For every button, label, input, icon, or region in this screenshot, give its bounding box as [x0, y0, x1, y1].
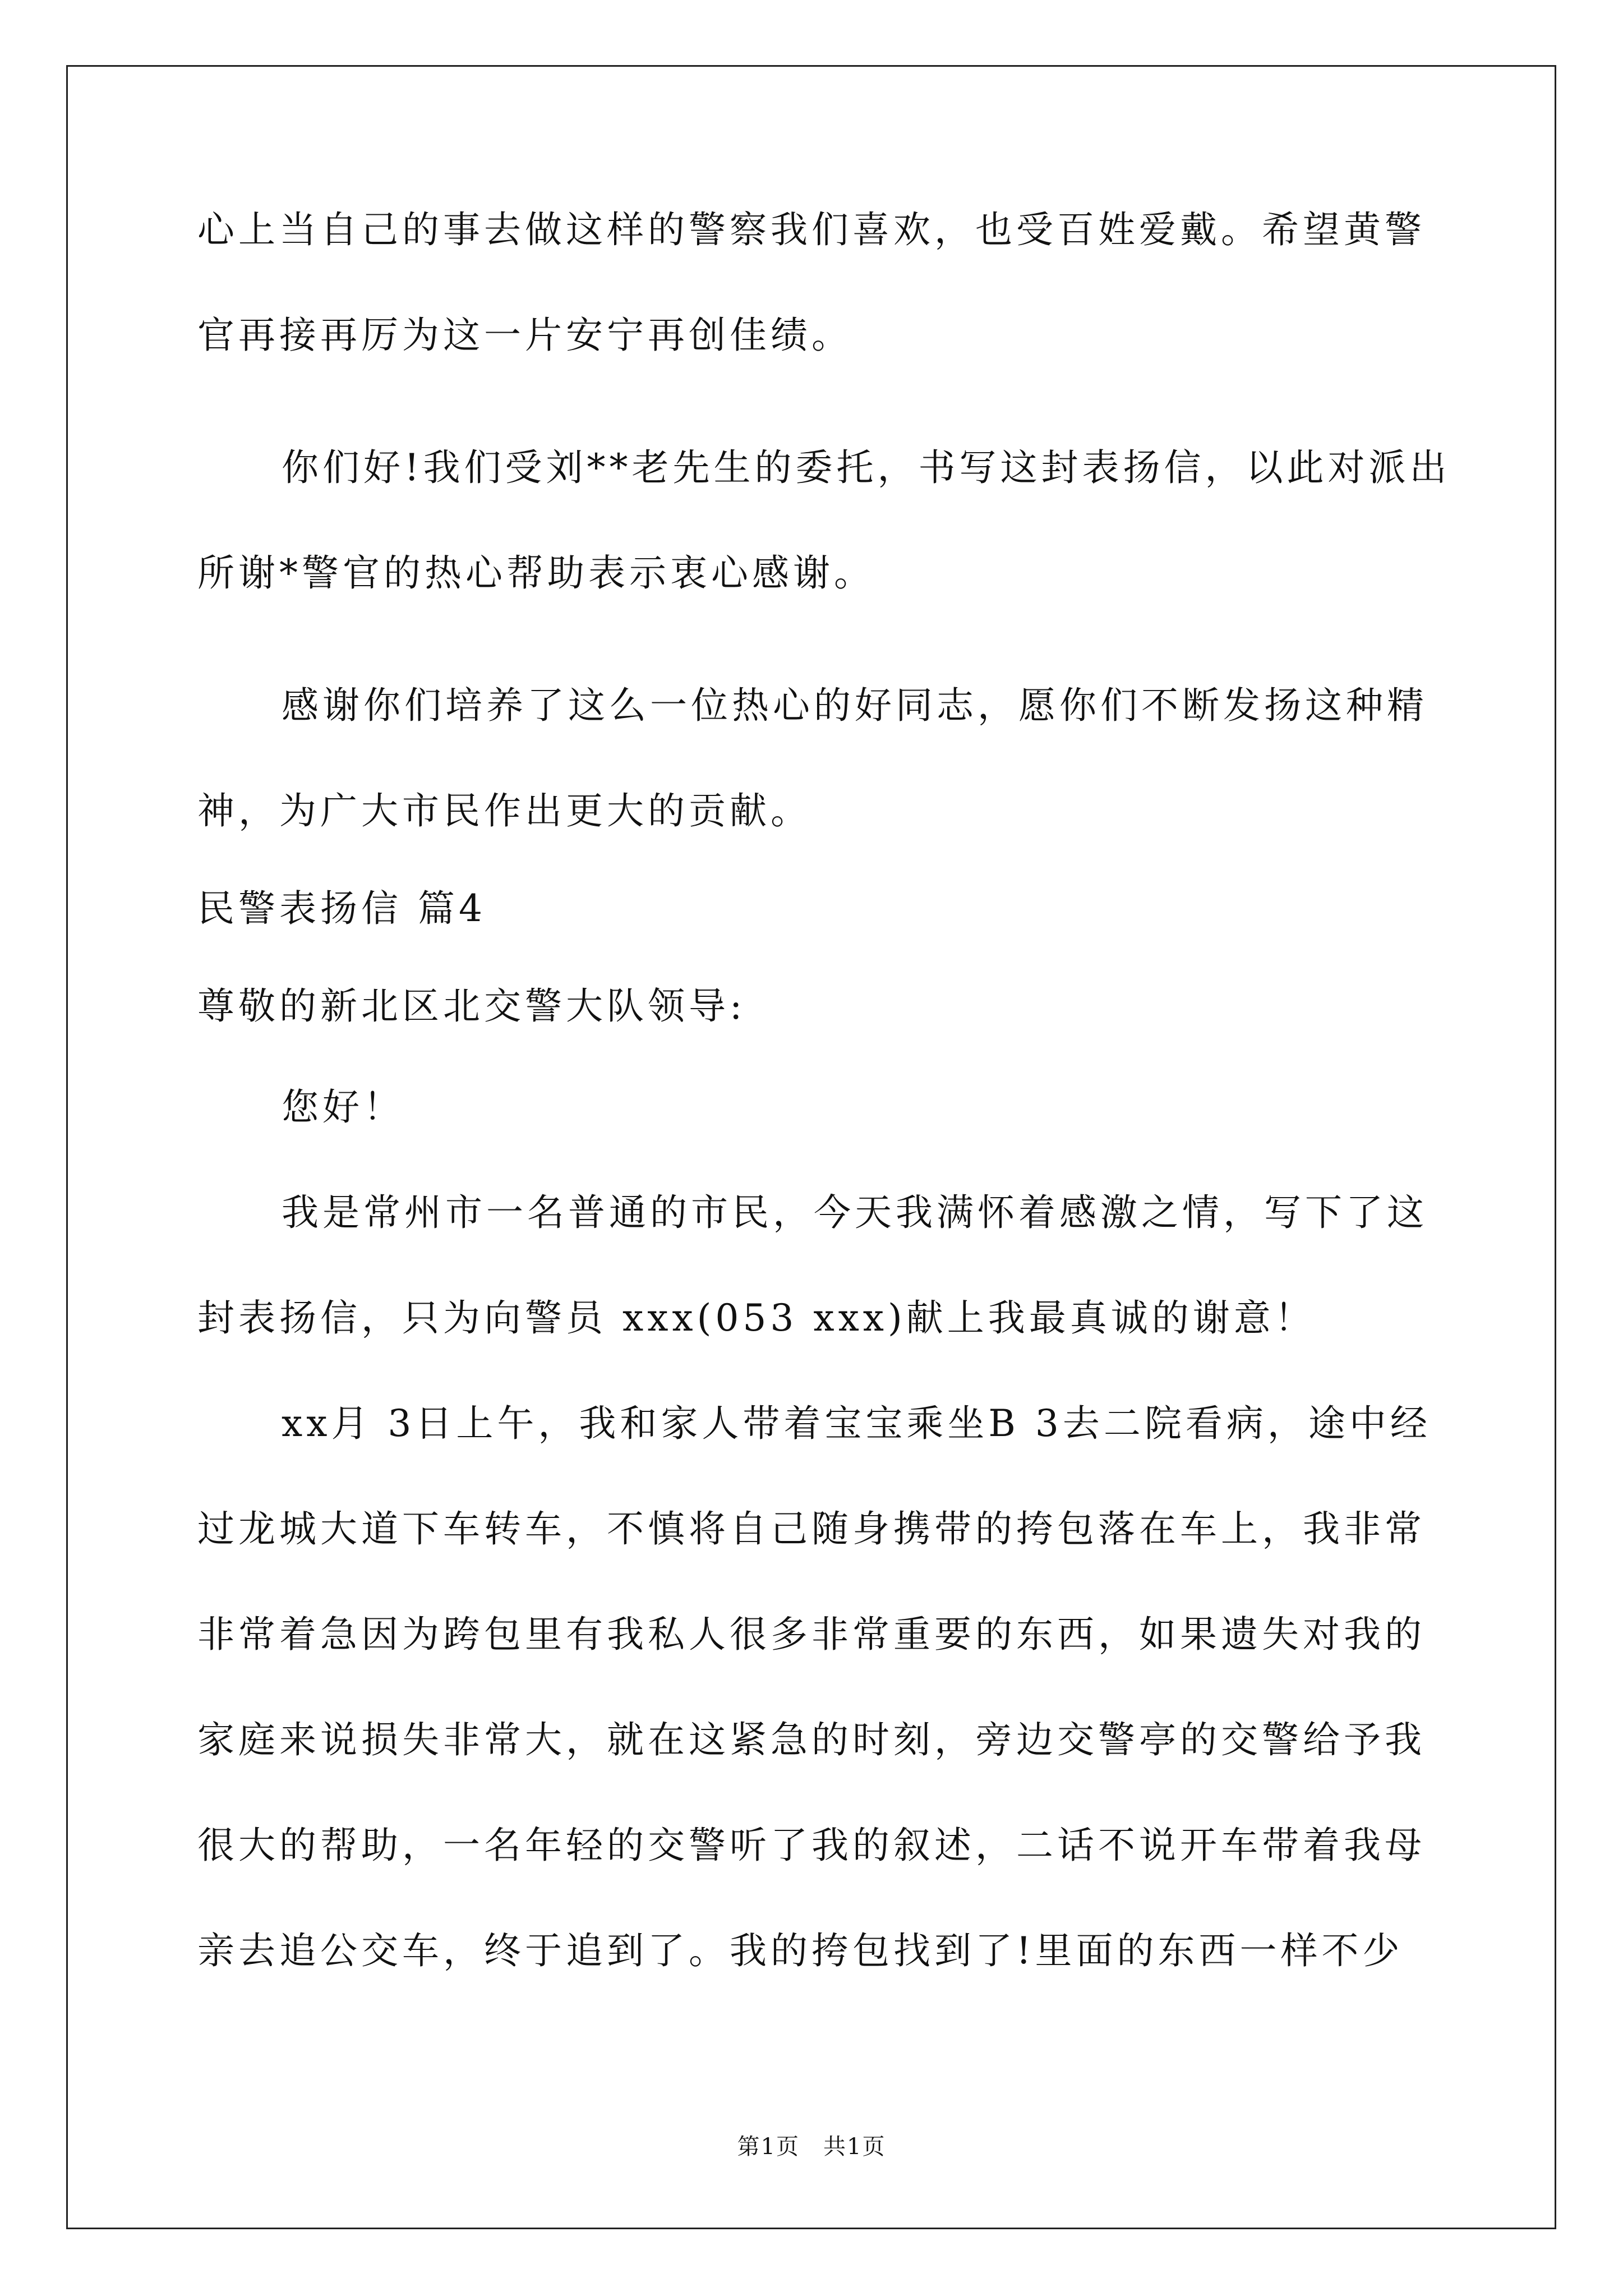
text-line: 感谢你们培养了这么一位热心的好同志，愿你们不断发扬这种精 — [282, 684, 1428, 727]
text-line: 非常着急因为跨包里有我私人很多非常重要的东西，如果遗失对我的 — [197, 1613, 1426, 1656]
salutation: 尊敬的新北区北交警大队领导: — [197, 984, 746, 1028]
text-line: 神，为广大市民作出更大的贡献。 — [197, 789, 811, 832]
text-line: 亲去追公交车，终于追到了。我的挎包找到了!里面的东西一样不少 — [197, 1929, 1404, 1972]
text-line: 过龙城大道下车转车，不慎将自己随身携带的挎包落在车上，我非常 — [197, 1507, 1426, 1550]
section-heading: 民警表扬信 篇4 — [197, 887, 486, 930]
text-line: 所谢*警官的热心帮助表示衷心感谢。 — [197, 551, 875, 595]
page-frame — [66, 65, 1556, 2229]
text-line: 很大的帮助，一名年轻的交警听了我的叙述，二话不说开车带着我母 — [197, 1824, 1426, 1867]
greeting: 您好！ — [282, 1085, 404, 1129]
text-line: 家庭来说损失非常大，就在这紧急的时刻，旁边交警亭的交警给予我 — [197, 1718, 1426, 1761]
text-line: 官再接再厉为这一片安宁再创佳绩。 — [197, 314, 852, 357]
text-line: 你们好!我们受刘**老先生的委托，书写这封表扬信，以此对派出 — [282, 446, 1451, 489]
text-line: 我是常州市一名普通的市民，今天我满怀着感激之情，写下了这 — [282, 1191, 1428, 1234]
text-line: xx月 3日上午，我和家人带着宝宝乘坐B 3去二院看病，途中经 — [282, 1402, 1431, 1445]
text-line: 心上当自己的事去做这样的警察我们喜欢，也受百姓爱戴。希望黄警 — [197, 208, 1426, 251]
page-number-footer: 第1页 共1页 — [737, 2134, 886, 2160]
text-line: 封表扬信，只为向警员 xxx(053 xxx)献上我最真诚的谢意！ — [197, 1296, 1316, 1340]
